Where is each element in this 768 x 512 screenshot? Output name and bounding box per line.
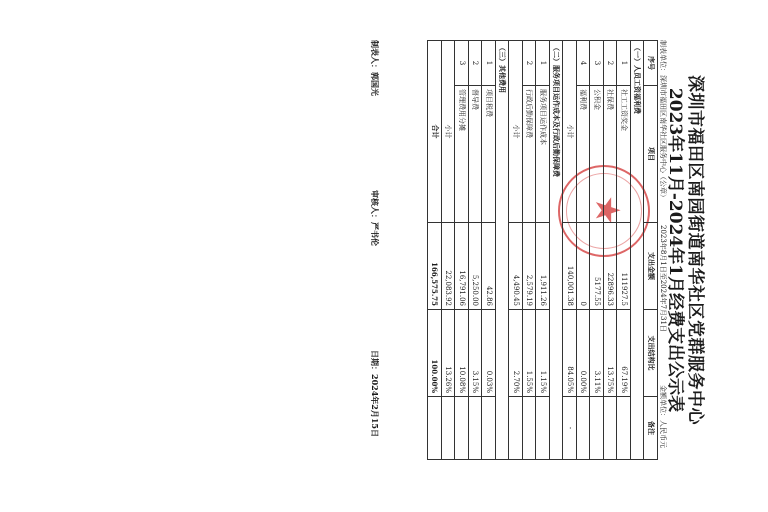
meta-period: 2023年8月1日至2024年7月31日: [659, 225, 667, 332]
expense-table: [428, 40, 659, 460]
footer-date: 日期：2024年2月15日: [370, 350, 380, 437]
subtotal-row: 小计 4,490.45 2.70%: [509, 41, 523, 460]
table-row: 1 服务项目运作成本 1,911.26 1.15%: [536, 41, 550, 460]
rotated-document: [330, 30, 710, 470]
footer-maker: 制表人：郭国光: [370, 40, 380, 96]
section-title: （三）其他费用: [496, 41, 510, 460]
subtotal-row: 小计 22,083.92 13.26%: [442, 41, 456, 460]
total-row: 合计 166,575.75 100.00%: [428, 41, 442, 460]
table-row: 2 社保费 22896.33 13.75%: [604, 41, 618, 460]
document-title-line2: 2023年11月-2024年1月经费支出公示表: [665, 87, 685, 413]
footer-reviewer: 审核人：严书伦: [370, 190, 380, 246]
header-no: 序号: [644, 41, 658, 86]
table-row: 3 公积金 5177.55 3.11%: [590, 41, 604, 460]
section-row: [550, 41, 564, 460]
table-row: 1 项目税费 42.86 0.03%: [482, 41, 496, 460]
header-amount: 支出金额: [644, 223, 658, 310]
header-item: 项目: [644, 86, 658, 223]
table-row: 3 管理费用分摊 16,791.06 10.08%: [455, 41, 469, 460]
section-title: （二）服务项目运作成本及行政后勤保障费: [550, 41, 564, 460]
seal-star-icon: ★: [587, 195, 627, 226]
subtotal-row: 小计 140,001.38 84.05% -: [563, 41, 577, 460]
section-row: [496, 41, 510, 460]
table-row: 4 福利费 0 0.00%: [577, 41, 591, 460]
table-body: [428, 41, 644, 460]
table-header-row: [644, 41, 658, 460]
table-row: 2 督导费 5,250.00 3.15%: [469, 41, 483, 460]
header-note: 备注: [644, 397, 658, 460]
section-title: （一）人员工资福利费: [631, 41, 645, 460]
meta-currency: 金额单位：人民币元: [659, 385, 667, 448]
document-title-line1: 深圳市福田区南园街道南华社区党群服务中心: [685, 75, 705, 425]
header-ratio: 支出结构比: [644, 310, 658, 397]
table-row: 2 行政后勤保障费 2,579.19 1.55%: [523, 41, 537, 460]
section-row: [631, 41, 645, 460]
table-row: 1 社工工资奖金 111927.5 67.19%: [617, 41, 631, 460]
meta-unit: 制表单位：深圳市福田区南华社区服务中心（公章）: [659, 40, 667, 201]
